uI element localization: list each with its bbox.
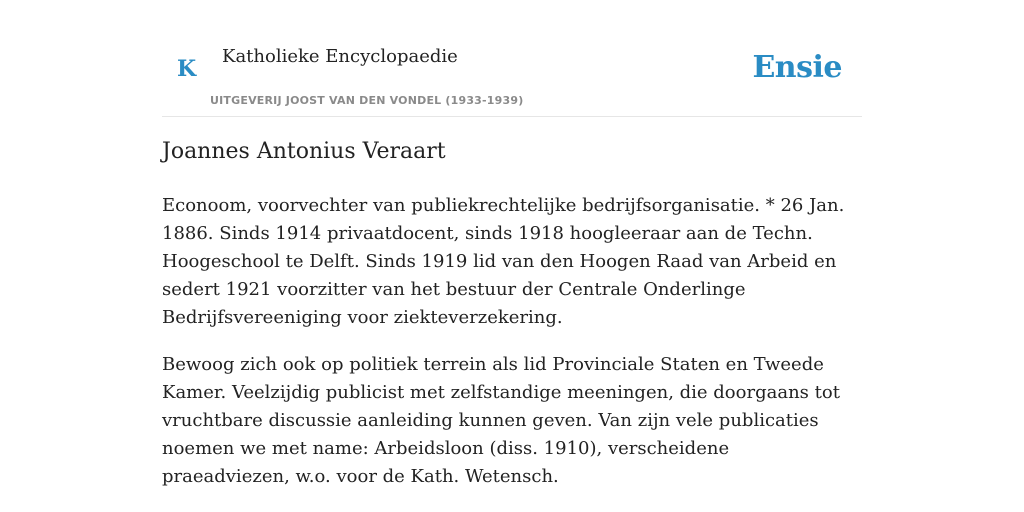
article-paragraph: Bewoog zich ook op politiek terrein als lid Provinciale Staten en Tweede Kamer. Veelzijdig publicist met zelfstandige meeningen, die doorgaans tot vruchtbare discussie aanleiding kunnen geven. Van zijn vele publicaties noemen we met name: Arbeidsloon (diss. 1910), verscheidene praeadviezen, w.o. voor de Kath. Wetensch. [162,354,840,487]
encyclopedia-logo-icon[interactable]: K [177,56,197,82]
brand-logo-link[interactable]: Ensie [752,50,842,85]
article-paragraph: Econoom, voorvechter van publiekrechtelijke bedrijfsorganisatie. * 26 Jan. 1886. Sinds 1914 privaatdocent, sinds 1918 hoogleeraar aan de Techn. Hoogeschool te Delft. Sinds 1919 lid van den Hoogen Raad van Arbeid en sedert 1921 voorzitter van het bestuur der Centrale Onderlinge Bedrijfsvereeniging voor ziekteverzekering. [162,195,845,328]
publisher-label: UITGEVERIJ JOOST VAN DEN VONDEL (1933-1939) [210,94,524,107]
book-title[interactable]: Katholieke Encyclopaedie [222,46,458,67]
article-title: Joannes Antonius Veraart [162,139,446,164]
header [162,0,862,117]
